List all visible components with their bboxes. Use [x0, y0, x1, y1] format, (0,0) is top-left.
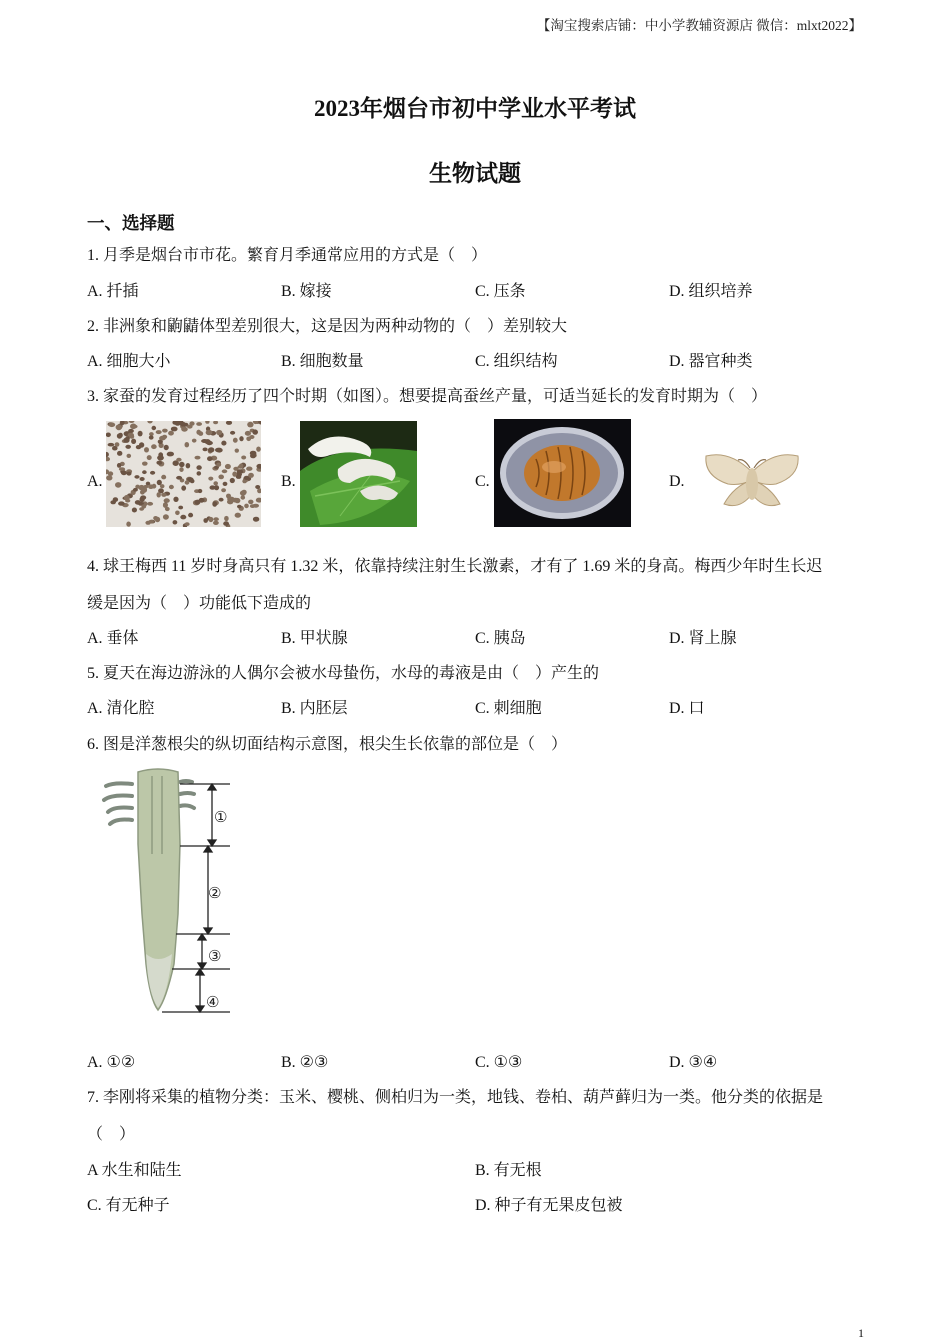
q5-option-a: A. 清化腔 — [87, 700, 155, 717]
question-3-stem: 3. 家蚕的发育过程经历了四个时期（如图）。想要提高蚕丝产量，可适当延长的发育时期为（ ） — [87, 388, 768, 405]
q1-option-c: C. 压条 — [475, 283, 526, 300]
q4-option-b: B. 甲状腺 — [281, 630, 348, 647]
silkworm-pupa-image — [494, 419, 631, 527]
q5-option-d: D. 口 — [669, 700, 705, 717]
question-5-stem: 5. 夏天在海边游泳的人偶尔会被水母蛰伤，水母的毒液是由（ ）产生的 — [87, 665, 600, 682]
question-4-stem-line1: 4. 球王梅西 11 岁时身高只有 1.32 米，依靠持续注射生长激素，才有了 1.69 米的身高。梅西少年时生长迟 — [87, 558, 823, 575]
q2-option-b: B. 细胞数量 — [281, 353, 364, 370]
root-tip-diagram — [100, 764, 250, 1016]
question-6-stem: 6. 图是洋葱根尖的纵切面结构示意图，根尖生长依靠的部位是（ ） — [87, 736, 568, 753]
q2-option-d: D. 器官种类 — [669, 353, 753, 370]
section-heading: 一、选择题 — [87, 213, 175, 233]
q5-option-c: C. 刺细胞 — [475, 700, 542, 717]
header-note: 【淘宝搜索店铺：中小学教辅资源店 微信：mlxt2022】 — [536, 18, 862, 33]
page-number: 1 — [858, 1326, 864, 1340]
root-label-3: ③ — [208, 947, 222, 965]
q2-option-c: C. 组织结构 — [475, 353, 558, 370]
q7-option-d: D. 种子有无果皮包被 — [475, 1197, 623, 1214]
silk-moth-image — [700, 446, 804, 518]
q3-option-d: D. — [669, 473, 685, 490]
q1-option-d: D. 组织培养 — [669, 283, 753, 300]
silkworm-larvae-image — [300, 421, 417, 527]
silkworm-eggs-image — [106, 421, 261, 527]
question-7-stem-line2: （ ） — [87, 1126, 136, 1143]
q5-option-b: B. 内胚层 — [281, 700, 348, 717]
q3-option-a: A. — [87, 473, 103, 490]
page-title: 2023年烟台市初中学业水平考试 — [314, 96, 636, 121]
q7-option-b: B. 有无根 — [475, 1162, 542, 1179]
q6-option-b: B. ②③ — [281, 1054, 329, 1071]
q4-option-a: A. 垂体 — [87, 630, 139, 647]
q3-option-c: C. — [475, 473, 490, 490]
question-4-stem-line2: 缓是因为（ ）功能低下造成的 — [87, 595, 312, 612]
q6-option-c: C. ①③ — [475, 1054, 523, 1071]
q6-option-a: A. ①② — [87, 1054, 136, 1071]
q1-option-a: A. 扦插 — [87, 283, 139, 300]
q2-option-a: A. 细胞大小 — [87, 353, 171, 370]
question-2-stem: 2. 非洲象和鼩鼱体型差别很大，这是因为两种动物的（ ）差别较大 — [87, 318, 568, 335]
page-subtitle: 生物试题 — [429, 161, 521, 186]
question-7-stem-line1: 7. 李刚将采集的植物分类：玉米、樱桃、侧柏归为一类，地钱、卷柏、葫芦藓归为一类。他分类的依据是 — [87, 1089, 824, 1106]
q1-option-b: B. 嫁接 — [281, 283, 332, 300]
q4-option-c: C. 胰岛 — [475, 630, 526, 647]
q7-option-a: A 水生和陆生 — [87, 1162, 182, 1179]
root-label-2: ② — [208, 884, 222, 902]
q6-option-d: D. ③④ — [669, 1054, 718, 1071]
root-tip-svg — [100, 764, 250, 1016]
root-label-1: ① — [214, 808, 228, 826]
root-label-4: ④ — [206, 993, 220, 1011]
q7-option-c: C. 有无种子 — [87, 1197, 170, 1214]
question-1-stem: 1. 月季是烟台市市花。繁育月季通常应用的方式是（ ） — [87, 247, 488, 264]
q4-option-d: D. 肾上腺 — [669, 630, 737, 647]
q3-option-b: B. — [281, 473, 296, 490]
